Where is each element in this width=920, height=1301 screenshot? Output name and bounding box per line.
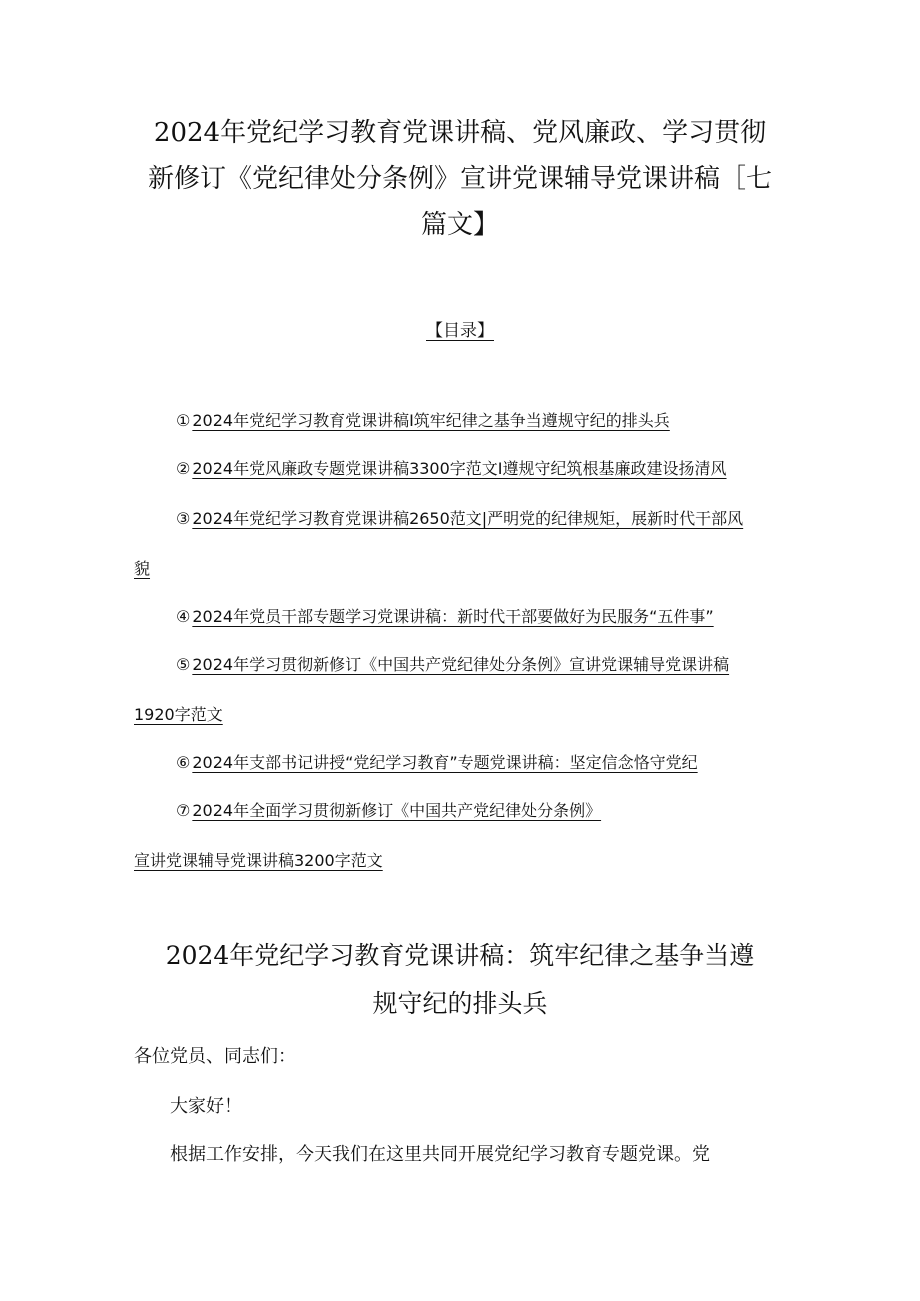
toc-item-text: 2024年支部书记讲授“党纪学习教育”专题党课讲稿：坚定信念恪守党纪	[192, 753, 698, 772]
toc-item-number: ⑦	[176, 801, 191, 820]
toc-item-number: ②	[176, 459, 191, 478]
toc-item-2[interactable]	[134, 444, 794, 494]
toc-item-number: ④	[176, 607, 191, 626]
toc-item-text: 2024年党纪学习教育党课讲稿Ⅰ筑牢纪律之基争当遵规守纪的排头兵	[192, 411, 670, 430]
toc-item-text-continued: 貌	[134, 559, 151, 578]
greeting: 大家好！	[170, 1096, 242, 1117]
toc-item-3[interactable]	[134, 494, 794, 594]
toc-item-6[interactable]	[134, 738, 794, 788]
document-title-line-1: 2024年党纪学习教育党课讲稿、党风廉政、学习贯彻	[153, 118, 767, 148]
toc-item-text: 2024年学习贯彻新修订《中国共产党纪律处分条例》宣讲党课辅导党课讲稿	[192, 655, 730, 674]
section-title	[130, 932, 790, 1028]
section-title-line-1: 2024年党纪学习教育党课讲稿：筑牢纪律之基争当遵	[165, 941, 755, 970]
toc-item-text: 2024年党纪学习教育党课讲稿2650范文|严明党的纪律规矩，展新时代干部风	[192, 509, 744, 528]
toc-heading	[0, 316, 920, 341]
document-title-line-2: 新修订《党纪律处分条例》宣讲党课辅导党课讲稿［七	[147, 164, 772, 194]
toc-item-1[interactable]	[134, 396, 794, 446]
toc-item-number: ①	[176, 411, 191, 430]
toc-item-text: 2024年全面学习贯彻新修订《中国共产党纪律处分条例》	[192, 801, 602, 820]
toc-item-5[interactable]	[134, 640, 794, 740]
toc-item-7[interactable]	[134, 786, 794, 886]
section-title-line-2: 规守纪的排头兵	[372, 989, 548, 1018]
toc-item-text-continued: 1920字范文	[134, 705, 223, 724]
toc-heading-label: 【目录】	[426, 321, 494, 341]
toc-item-4[interactable]	[134, 592, 794, 642]
document-title	[130, 110, 790, 248]
toc-item-number: ③	[176, 509, 191, 528]
document-title-line-3: 篇文】	[420, 210, 499, 240]
salutation: 各位党员、同志们：	[134, 1046, 296, 1067]
body-paragraph: 根据工作安排，今天我们在这里共同开展党纪学习教育专题党课。党	[170, 1144, 710, 1165]
toc-item-number: ⑥	[176, 753, 191, 772]
toc-item-text-continued: 宣讲党课辅导党课讲稿3200字范文	[134, 851, 383, 870]
toc-item-text: 2024年党风廉政专题党课讲稿3300字范文Ⅰ遵规守纪筑根基廉政建设扬清风	[192, 459, 727, 478]
toc-item-number: ⑤	[176, 655, 191, 674]
toc-item-text: 2024年党员干部专题学习党课讲稿：新时代干部要做好为民服务“五件事”	[192, 607, 714, 626]
